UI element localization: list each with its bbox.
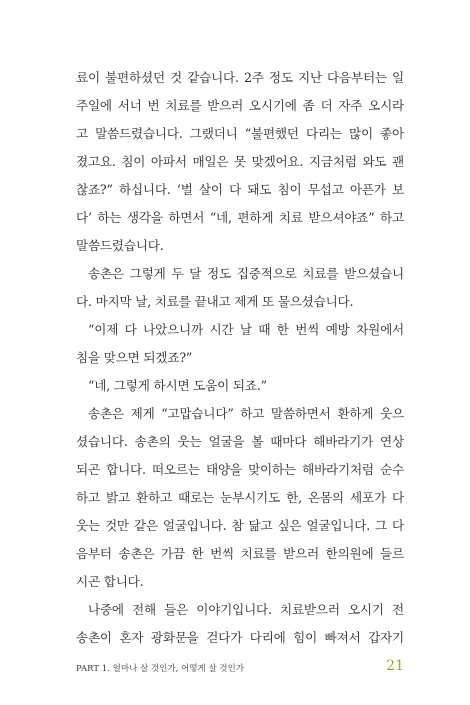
text-line: 침을 맞으면 되겠죠?”: [76, 350, 193, 365]
text-line: 찮죠?” 하십니다. ‘벌 살이 다 돼도 침이 무섭고 아픈가 보: [76, 182, 404, 197]
text-line: 나중에 전해 들은 이야기입니다. 치료받으러 오시기 전: [88, 602, 404, 617]
text-line: 송촌은 제게 “고맙습니다” 하고 말씀하면서 환하게 웃으: [88, 406, 404, 421]
text-line: 다’ 하는 생각을 하면서 “네, 편하게 치료 받으셔야죠” 하고: [76, 210, 404, 225]
text-line: 음부터 송촌은 가끔 한 번씩 치료를 받으러 한의원에 들르: [76, 546, 404, 561]
text-line: 송촌은 그렇게 두 달 정도 집중적으로 치료를 받으셨습니: [88, 266, 404, 281]
text-line: 료이 불편하셨던 것 같습니다. 2주 정도 지난 다음부터는 일: [76, 70, 404, 85]
text-line: 송촌이 혼자 광화문을 걷다가 다리에 힘이 빠져서 갑자기: [76, 630, 404, 645]
text-line: 고 말씀드렸습니다. 그랬더니 “불편했던 다리는 많이 좋아: [76, 126, 404, 141]
page-number: 21: [386, 658, 404, 674]
text-line: 되곤 합니다. 떠오르는 태양을 맞이하는 해바라기처럼 순수: [76, 462, 404, 477]
text-line: “네, 그렇게 하시면 도움이 되죠.”: [88, 378, 267, 393]
text-line: 셨습니다. 송촌의 웃는 얼굴을 볼 때마다 해바라기가 연상: [76, 434, 404, 449]
text-line: 주일에 서너 번 치료를 받으러 오시기에 좀 더 자주 오시라: [76, 98, 404, 113]
running-head: PART 1. 얼마나 살 것인가, 어떻게 살 것인가: [76, 663, 245, 673]
body-text: [76, 64, 404, 652]
text-line: 웃는 것만 같은 얼굴입니다. 참 닮고 싶은 얼굴입니다. 그 다: [76, 518, 404, 533]
text-line: 하고 밝고 환하고 때로는 눈부시기도 한, 온몸의 세포가 다: [76, 490, 404, 505]
text-line: “이제 다 나았으니까 시간 날 때 한 번씩 예방 차원에서: [88, 322, 404, 337]
text-line: 다. 마지막 날, 치료를 끝내고 제게 또 물으셨습니다.: [76, 294, 354, 309]
page-footer: [76, 660, 404, 678]
text-line: 말씀드렸습니다.: [76, 238, 164, 253]
text-line: 시곤 합니다.: [76, 574, 144, 589]
text-line: 졌고요. 침이 아파서 매일은 못 맞겠어요. 지금처럼 와도 괜: [76, 154, 404, 169]
